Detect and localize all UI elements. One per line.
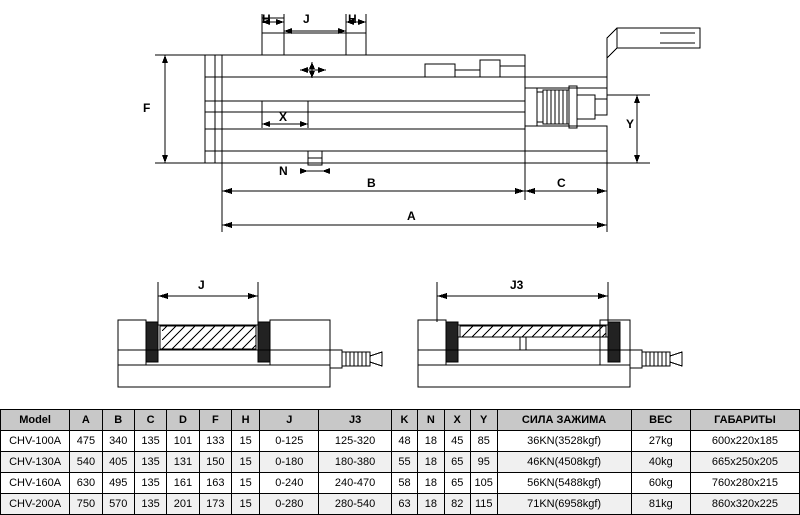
cell-h: 15	[232, 452, 260, 473]
col-header-model: Model	[1, 410, 70, 431]
cell-model: CHV-160A	[1, 473, 70, 494]
cell-j: 0-240	[260, 473, 319, 494]
cell-n: 18	[418, 431, 444, 452]
col-header-j: J	[260, 410, 319, 431]
col-header-k: K	[391, 410, 417, 431]
cell-a: 750	[70, 494, 102, 515]
col-header-clamping-force: СИЛА ЗАЖИМА	[497, 410, 631, 431]
cell-n: 18	[418, 452, 444, 473]
cell-k: 48	[391, 431, 417, 452]
cell-f: 173	[199, 494, 231, 515]
cell-weight: 81kg	[631, 494, 690, 515]
col-header-a: A	[70, 410, 102, 431]
col-header-h: H	[232, 410, 260, 431]
cell-y: 85	[470, 431, 497, 452]
cell-k: 63	[391, 494, 417, 515]
cell-y: 105	[470, 473, 497, 494]
col-header-weight: ВЕС	[631, 410, 690, 431]
cell-c: 135	[134, 452, 166, 473]
cell-h: 15	[232, 473, 260, 494]
dim-label-b: B	[367, 176, 376, 190]
spec-table-container	[0, 409, 800, 515]
dim-label-n: N	[279, 164, 288, 178]
cell-f: 163	[199, 473, 231, 494]
col-header-x: X	[444, 410, 470, 431]
cell-j3: 180-380	[319, 452, 392, 473]
cell-y: 95	[470, 452, 497, 473]
col-header-b: B	[102, 410, 134, 431]
dim-label-f: F	[143, 101, 151, 115]
cell-c: 135	[134, 494, 166, 515]
col-header-c: C	[134, 410, 166, 431]
cell-j3: 240-470	[319, 473, 392, 494]
cell-f: 133	[199, 431, 231, 452]
cell-d: 131	[167, 452, 199, 473]
col-header-dimensions: ГАБАРИТЫ	[690, 410, 799, 431]
cell-b: 405	[102, 452, 134, 473]
cell-x: 82	[444, 494, 470, 515]
dim-label-x: X	[279, 110, 288, 124]
cell-h: 15	[232, 494, 260, 515]
cell-weight: 40kg	[631, 452, 690, 473]
cell-dimensions: 600x220x185	[690, 431, 799, 452]
cell-b: 495	[102, 473, 134, 494]
cell-c: 135	[134, 431, 166, 452]
cell-k: 55	[391, 452, 417, 473]
dim-label-a: A	[407, 209, 416, 223]
table-row	[1, 452, 800, 473]
dim-label-j-detail: J	[198, 278, 205, 292]
table-header-row	[1, 410, 800, 431]
cell-j: 0-125	[260, 431, 319, 452]
cell-model: CHV-100A	[1, 431, 70, 452]
cell-a: 475	[70, 431, 102, 452]
cell-b: 570	[102, 494, 134, 515]
col-header-j3: J3	[319, 410, 392, 431]
cell-k: 58	[391, 473, 417, 494]
col-header-d: D	[167, 410, 199, 431]
col-header-f: F	[199, 410, 231, 431]
table-row	[1, 494, 800, 515]
cell-j3: 280-540	[319, 494, 392, 515]
cell-d: 201	[167, 494, 199, 515]
cell-j3: 125-320	[319, 431, 392, 452]
spec-table	[0, 409, 800, 515]
cell-a: 630	[70, 473, 102, 494]
dim-label-c: C	[557, 176, 566, 190]
dim-label-y: Y	[626, 117, 635, 131]
table-row	[1, 473, 800, 494]
cell-clamping-force: 71KN(6958kgf)	[497, 494, 631, 515]
cell-dimensions: 760x280x215	[690, 473, 799, 494]
dim-label-j-top: J	[303, 12, 310, 26]
cell-model: CHV-200A	[1, 494, 70, 515]
cell-a: 540	[70, 452, 102, 473]
col-header-n: N	[418, 410, 444, 431]
dim-label-h-left: H	[262, 12, 271, 26]
dim-label-h-right: H	[348, 12, 357, 26]
cell-x: 65	[444, 473, 470, 494]
cell-clamping-force: 56KN(5488kgf)	[497, 473, 631, 494]
cell-clamping-force: 36KN(3528kgf)	[497, 431, 631, 452]
cell-f: 150	[199, 452, 231, 473]
cell-d: 101	[167, 431, 199, 452]
cell-clamping-force: 46KN(4508kgf)	[497, 452, 631, 473]
cell-y: 115	[470, 494, 497, 515]
col-header-y: Y	[470, 410, 497, 431]
cell-d: 161	[167, 473, 199, 494]
cell-x: 45	[444, 431, 470, 452]
cell-j: 0-280	[260, 494, 319, 515]
cell-model: CHV-130A	[1, 452, 70, 473]
cell-c: 135	[134, 473, 166, 494]
cell-dimensions: 665x250x205	[690, 452, 799, 473]
cell-x: 65	[444, 452, 470, 473]
dim-label-j3-detail: J3	[510, 278, 524, 292]
cell-weight: 60kg	[631, 473, 690, 494]
cell-dimensions: 860x320x225	[690, 494, 799, 515]
cell-n: 18	[418, 473, 444, 494]
cell-j: 0-180	[260, 452, 319, 473]
table-row	[1, 431, 800, 452]
cell-weight: 27kg	[631, 431, 690, 452]
cell-n: 18	[418, 494, 444, 515]
cell-h: 15	[232, 431, 260, 452]
cell-b: 340	[102, 431, 134, 452]
